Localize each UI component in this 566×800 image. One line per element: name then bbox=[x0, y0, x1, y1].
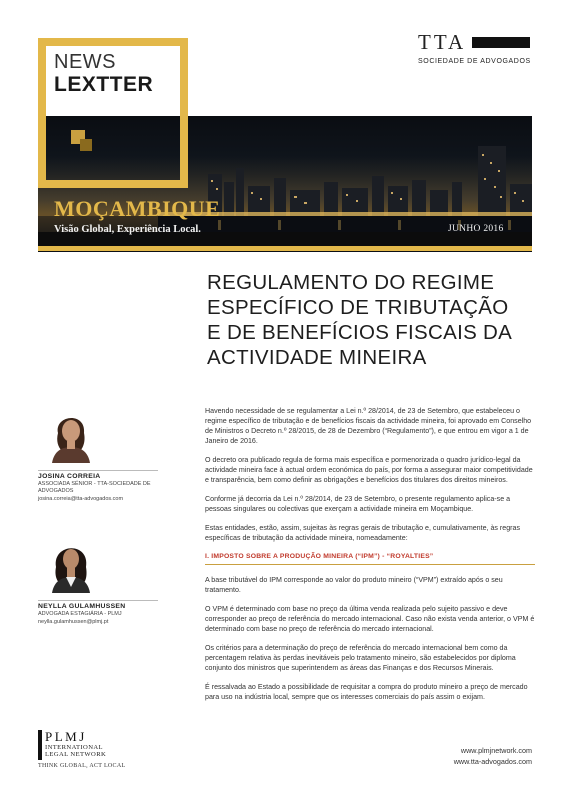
gold-squares-ornament bbox=[71, 130, 93, 152]
tagline: Visão Global, Experiência Local. bbox=[54, 224, 201, 235]
author-email[interactable]: neylla.gulamhussen@plmj.pt bbox=[38, 619, 109, 625]
headline-line: E DE BENEFÍCIOS FISCAIS DA bbox=[207, 321, 513, 344]
newsletter-title-line1: NEWS bbox=[54, 51, 116, 73]
headline-line: ESPECÍFICO DE TRIBUTAÇÃO bbox=[207, 296, 509, 319]
tta-logo-letters: TTA bbox=[418, 30, 467, 54]
plmj-logo-word: PLMJ bbox=[45, 729, 87, 744]
author-name: JOSINA CORREIA bbox=[38, 473, 101, 480]
body-paragraph: Os critérios para a determinação do preço de referência do mercado internacional bem como da percentagem relativa às perdas inevitáveis pelo tratamento mineiro, são estabelecidos por diploma conjunto dos ministros que superintendem as áreas das Finanças e dos Recursos Minerais. bbox=[205, 644, 516, 672]
author-photo-josina bbox=[44, 405, 98, 463]
plmj-logo-bar bbox=[38, 730, 42, 760]
plmj-network-line1: INTERNATIONAL bbox=[45, 744, 103, 751]
body-paragraph: O VPM é determinado com base no preço da última venda realizada pelo sujeito passivo e deve corresponder ao preço de referência do mercado internacional. Caso não exista venda anterior, o VPM é determinado com base no preço de referência do mercado internacional. bbox=[205, 605, 535, 633]
banner-gold-line bbox=[38, 246, 532, 251]
footer-links bbox=[454, 745, 532, 767]
headline-line: REGULAMENTO DO REGIME bbox=[207, 271, 495, 294]
tta-logo-bar bbox=[472, 37, 530, 48]
body-paragraph: O decreto ora publicado regula de forma mais específica e pormenorizada o quadro jurídico-legal da actividade mineira face à actual ordem económica do país, por forma a assegurar maior competitividade e transparência, bem como definir as obrigações e benefícios dos titulares dos direitos mineiros. bbox=[205, 456, 533, 484]
plmj-tagline: THINK GLOBAL, ACT LOCAL bbox=[38, 763, 126, 769]
author-divider bbox=[38, 600, 158, 601]
author-role: ASSOCIADA SÉNIOR - TTA-SOCIEDADE DE ADVOGADOS bbox=[38, 481, 151, 494]
body-paragraph: A base tributável do IPM corresponde ao valor do produto mineiro (“VPM”) extraído após o seu tratamento. bbox=[205, 576, 503, 594]
footer-url-tta[interactable]: www.tta-advogados.com bbox=[453, 757, 532, 766]
author-name: NEYLLA GULAMHUSSEN bbox=[38, 603, 126, 610]
body-paragraph: Havendo necessidade de se regulamentar a Lei n.º 28/2014, de 23 de Setembro, que estabeleceu o regime específico de tributação e de benefícios fiscais da actividade mineira, foi aprovado em Conselho de Ministros o Decreto n.º 28/2015, de 28 de Dezembro (“Regulamento”), e que entrou em vigor a 1 de Janeiro de 2016. bbox=[205, 407, 532, 445]
author-card bbox=[38, 535, 158, 625]
issue-date: JUNHO 2016 bbox=[448, 224, 504, 234]
body-paragraph: É ressalvada ao Estado a possibilidade de requisitar a compra do produto mineiro a preço de mercado para uso na indústria local, sempre que os interesses comerciais do país assim o exijam. bbox=[205, 683, 528, 701]
author-divider bbox=[38, 470, 158, 471]
author-photo-neylla bbox=[44, 535, 98, 593]
tta-logo-subtitle: SOCIEDADE DE ADVOGADOS bbox=[418, 58, 531, 65]
author-email[interactable]: josina.correia@tta-advogados.com bbox=[38, 496, 124, 502]
article-body bbox=[205, 406, 535, 711]
plmj-network-line2: LEGAL NETWORK bbox=[45, 751, 107, 758]
footer-url-plmj[interactable]: www.plmjnetwork.com bbox=[460, 746, 532, 755]
author-card bbox=[38, 405, 158, 502]
body-paragraph: Conforme já decorria da Lei n.º 28/2014, de 23 de Setembro, o presente regulamento aplica-se a pessoas singulares ou colectivas que exerçam a actividade mineira em Moçambique. bbox=[205, 495, 511, 513]
section-divider bbox=[205, 564, 535, 565]
newsletter-title-line2: LEXTTER bbox=[54, 73, 154, 96]
article-headline bbox=[207, 270, 537, 370]
headline-line: ACTIVIDADE MINEIRA bbox=[207, 346, 427, 369]
body-paragraph: Estas entidades, estão, assim, sujeitas às regras gerais de tributação e, cumulativamente, às regras específicas de tributação da actividade mineira, nomeadamente: bbox=[205, 524, 521, 542]
section-heading: I. IMPOSTO SOBRE A PRODUÇÃO MINEIRA (“IPM”) - “ROYALTIES” bbox=[205, 553, 434, 560]
author-role: ADVOGADA ESTAGIÁRIA - PLMJ bbox=[38, 611, 122, 617]
tta-logo bbox=[418, 30, 534, 65]
plmj-network-label bbox=[45, 744, 135, 758]
country-title: MOÇAMBIQUE bbox=[54, 196, 221, 221]
newsletter-title bbox=[54, 52, 153, 95]
